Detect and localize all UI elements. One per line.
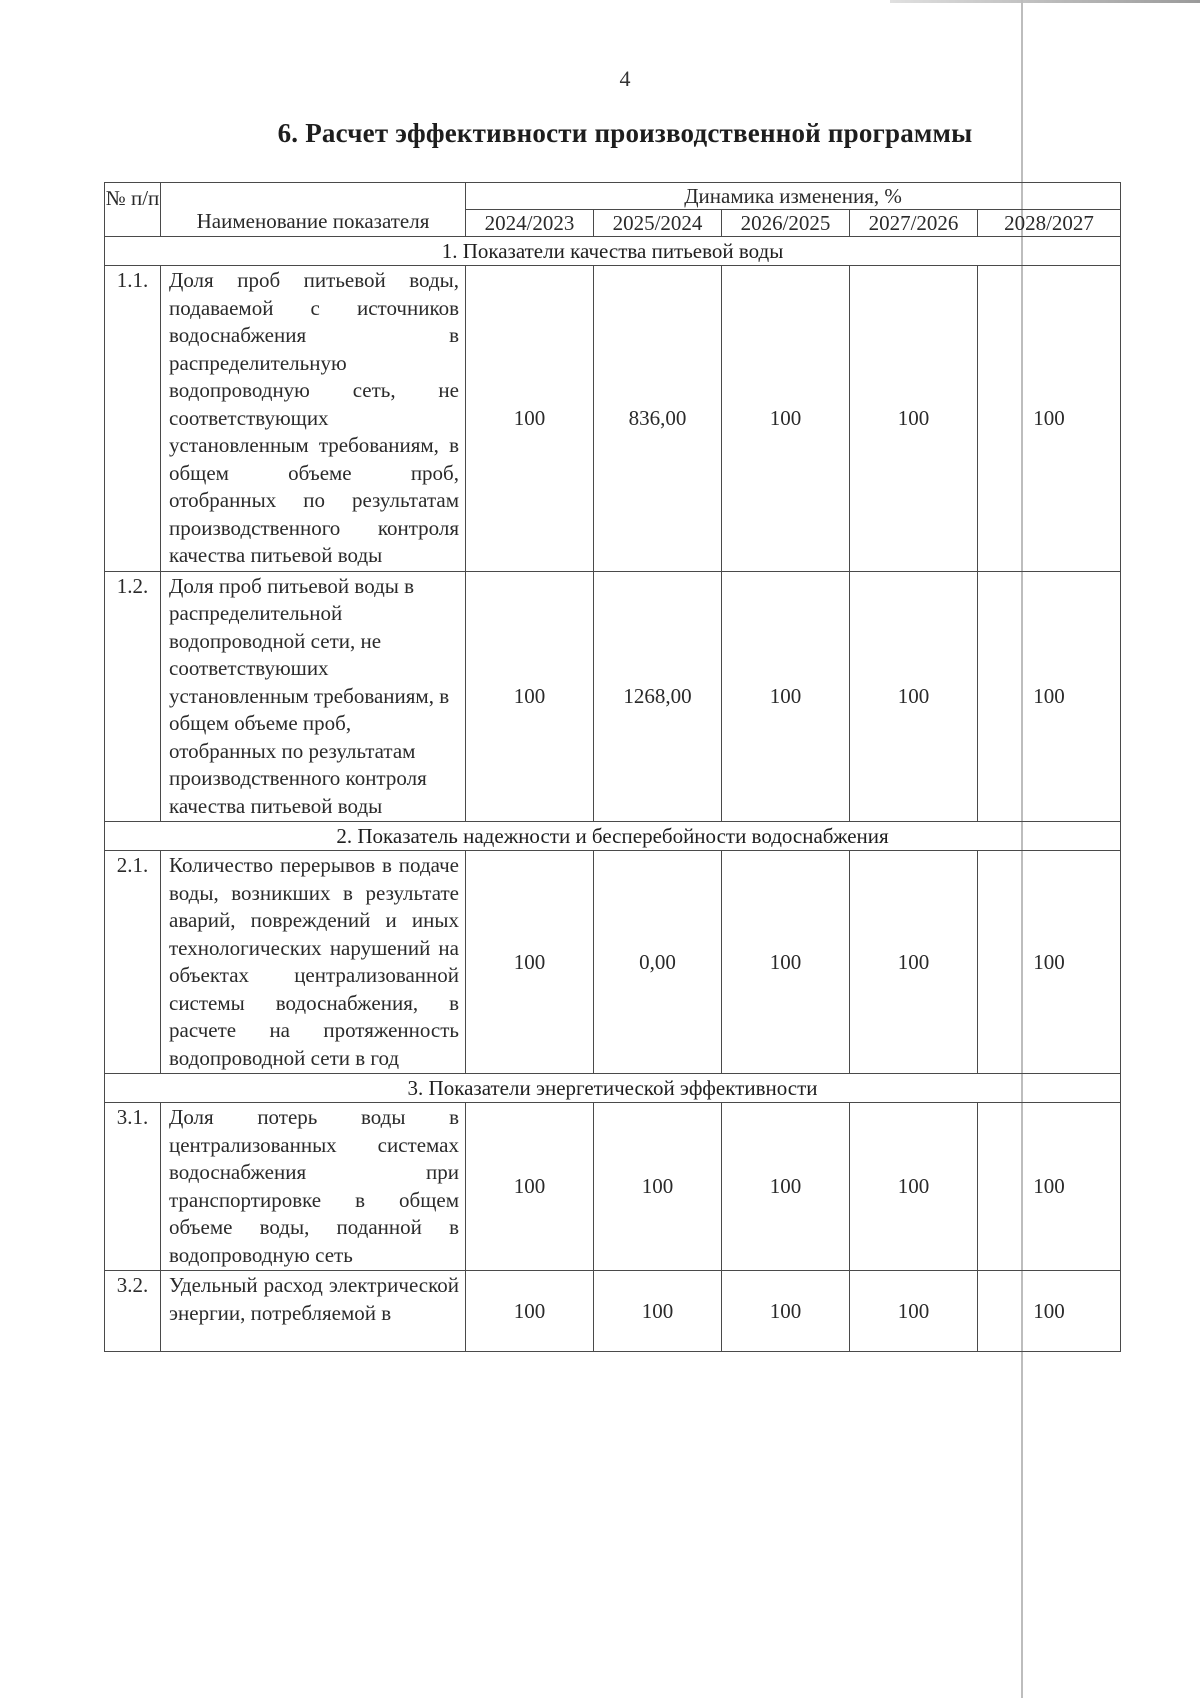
value-cell: 1268,00 <box>594 571 722 822</box>
value-cell: 100 <box>978 266 1121 572</box>
value-cell: 100 <box>722 571 850 822</box>
value-cell: 836,00 <box>594 266 722 572</box>
efficiency-table <box>104 182 1121 1352</box>
group-row <box>105 237 1121 266</box>
table-row <box>105 571 1121 822</box>
header-dynamics: Динамика изменения, % <box>466 183 1121 210</box>
value-cell: 100 <box>978 571 1121 822</box>
value-cell: 100 <box>466 1103 594 1271</box>
value-cell: 100 <box>978 851 1121 1074</box>
value-cell: 100 <box>850 1103 978 1271</box>
row-number: 3.2. <box>105 1271 161 1352</box>
indicator-name: Доля проб питьевой воды в распределительной водопроводной сети, не соответствуюших установленным требованиям, в общем объеме проб, отобранных по результатам производственного контроля качества питьевой воды <box>161 571 466 822</box>
indicator-name: Удельный расход электрической энергии, потребляемой в <box>161 1271 466 1352</box>
value-cell: 100 <box>722 1103 850 1271</box>
group-title: 1. Показатели качества питьевой воды <box>105 237 1121 266</box>
value-cell: 100 <box>722 266 850 572</box>
header-num: № п/п <box>105 183 161 237</box>
value-cell: 100 <box>466 266 594 572</box>
header-year: 2026/2025 <box>722 210 850 237</box>
value-cell: 100 <box>594 1271 722 1352</box>
value-cell: 100 <box>466 1271 594 1352</box>
indicator-name: Доля проб питьевой воды, подаваемой с источников водоснабжения в распределительную водопроводную сеть, не соответствующих установленным требованиям, в общем объеме проб, отобранных по результатам производственного контроля качества питьевой воды <box>161 266 466 572</box>
value-cell: 100 <box>722 1271 850 1352</box>
header-name: Наименование показателя <box>161 183 466 237</box>
page-number: 4 <box>619 66 631 91</box>
value-cell: 100 <box>850 571 978 822</box>
group-title: 2. Показатель надежности и бесперебойности водоснабжения <box>105 822 1121 851</box>
indicator-name: Доля потерь воды в централизованных системах водоснабжения при транспортировке в общем объеме воды, поданной в водопроводную сеть <box>161 1103 466 1271</box>
table-row <box>105 851 1121 1074</box>
value-cell: 100 <box>850 1271 978 1352</box>
value-cell: 100 <box>850 266 978 572</box>
header-year: 2028/2027 <box>978 210 1121 237</box>
row-number: 1.2. <box>105 571 161 822</box>
row-number: 2.1. <box>105 851 161 1074</box>
value-cell: 100 <box>722 851 850 1074</box>
value-cell: 100 <box>850 851 978 1074</box>
header-year: 2025/2024 <box>594 210 722 237</box>
row-number: 3.1. <box>105 1103 161 1271</box>
scan-edge-top <box>890 0 1200 3</box>
table-row <box>105 266 1121 572</box>
header-row-top <box>105 183 1121 210</box>
value-cell: 100 <box>978 1103 1121 1271</box>
header-year: 2024/2023 <box>466 210 594 237</box>
table-row <box>105 1271 1121 1352</box>
value-cell: 0,00 <box>594 851 722 1074</box>
value-cell: 100 <box>594 1103 722 1271</box>
section-title: 6. Расчет эффективности производственной программы <box>277 118 973 148</box>
row-number: 1.1. <box>105 266 161 572</box>
group-title: 3. Показатели энергетической эффективности <box>105 1074 1121 1103</box>
table-row <box>105 1103 1121 1271</box>
group-row <box>105 1074 1121 1103</box>
header-year: 2027/2026 <box>850 210 978 237</box>
value-cell: 100 <box>466 571 594 822</box>
value-cell: 100 <box>978 1271 1121 1352</box>
value-cell: 100 <box>466 851 594 1074</box>
group-row <box>105 822 1121 851</box>
indicator-name: Количество перерывов в подаче воды, возникших в результате аварий, повреждений и иных технологических нарушений на объектах централизованной системы водоснабжения, в расчете на протяженность водопроводной сети в год <box>161 851 466 1074</box>
